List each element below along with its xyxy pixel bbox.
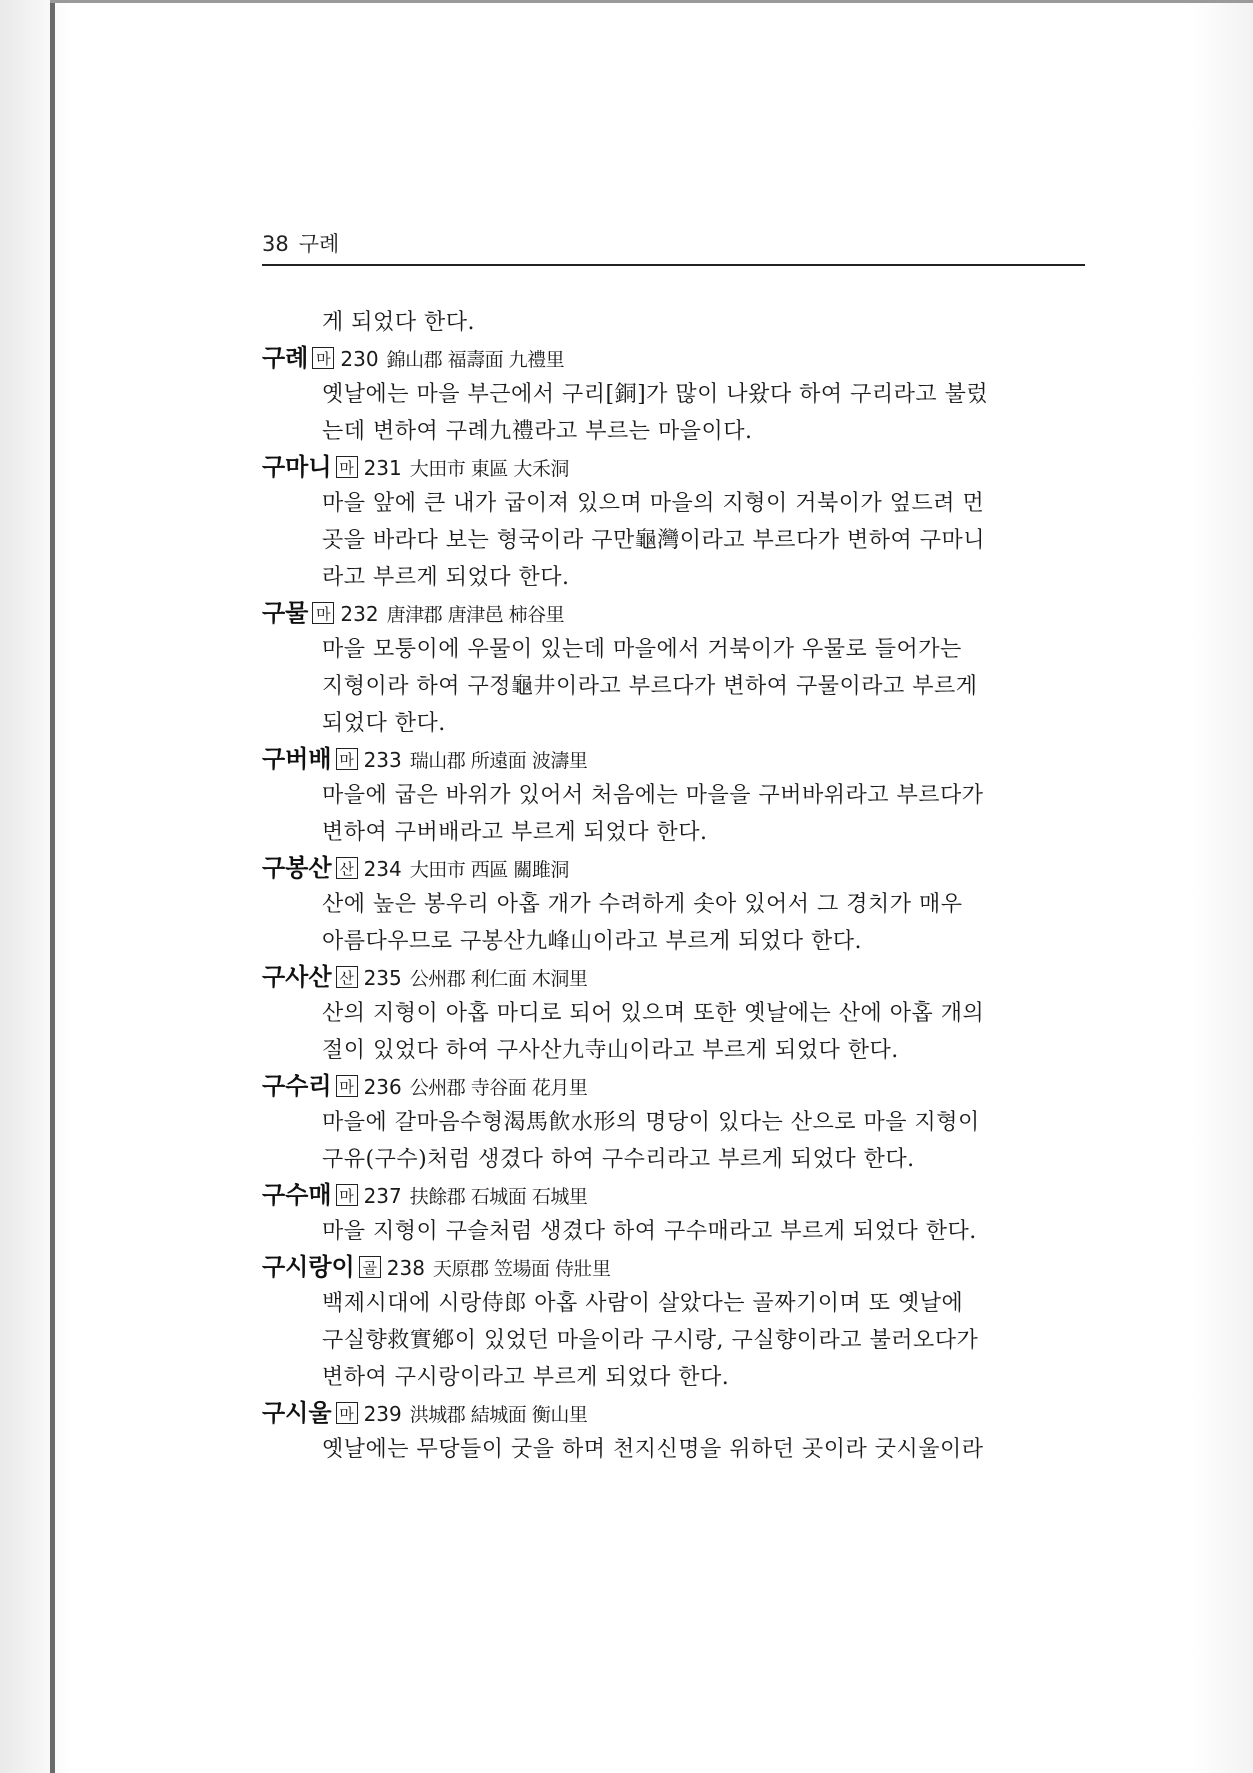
entry-text-line: 마을 앞에 큰 내가 굽이져 있으며 마을의 지형이 거북이가 엎드려 먼 xyxy=(322,491,985,516)
entry-term: 구례 xyxy=(262,344,309,372)
entry-heading xyxy=(262,1250,1085,1285)
entry-term: 구시울 xyxy=(262,1399,332,1427)
entry-term: 구물 xyxy=(262,599,309,627)
entry-text-line: 변하여 구시랑이라고 부르게 되었다 한다. xyxy=(322,1365,730,1390)
entry-text-line: 산의 지형이 아홉 마디로 되어 있으며 또한 옛날에는 산에 아홉 개의 xyxy=(322,1001,985,1026)
header-rule xyxy=(262,264,1085,266)
entry-category-badge: 마 xyxy=(312,602,334,624)
entry-heading xyxy=(262,742,1085,777)
entry-heading xyxy=(262,1069,1085,1104)
entry-number: 231 xyxy=(363,456,402,480)
page-spine-edge xyxy=(50,0,55,1773)
entry-term: 구수매 xyxy=(262,1181,332,1209)
entry-number: 236 xyxy=(363,1075,402,1099)
entry-category-badge: 마 xyxy=(336,748,358,770)
entry-place: 公州郡 寺谷面 花月里 xyxy=(409,1077,588,1099)
entry-term: 구수리 xyxy=(262,1072,332,1100)
entry-number: 238 xyxy=(386,1256,425,1280)
entry-text-line: 마을 모퉁이에 우물이 있는데 마을에서 거북이가 우물로 들어가는 xyxy=(322,637,962,662)
entry-category-badge: 산 xyxy=(336,857,358,879)
entry-term: 구봉산 xyxy=(262,854,332,882)
entry-heading xyxy=(262,1178,1085,1213)
entry-term: 구사산 xyxy=(262,963,332,991)
entry-number: 233 xyxy=(363,748,402,772)
entry-term: 구시랑이 xyxy=(262,1253,355,1281)
entry-text-line: 되었다 한다. xyxy=(322,711,446,736)
entry-text-line: 옛날에는 무당들이 굿을 하며 천지신명을 위하던 곳이라 굿시울이라 xyxy=(322,1437,984,1462)
page-number: 38 xyxy=(262,232,289,256)
entry-heading xyxy=(262,596,1085,631)
entry-text-line: 곳을 바라다 보는 형국이라 구만龜灣이라고 부르다가 변하여 구마니 xyxy=(322,528,986,553)
entry-text-line: 백제시대에 시랑侍郎 아홉 사람이 살았다는 골짜기이며 또 옛날에 xyxy=(322,1291,964,1316)
entry-number: 234 xyxy=(363,857,402,881)
dictionary-entries xyxy=(262,304,1085,1468)
entry-category-badge: 산 xyxy=(336,966,358,988)
entry-category-badge: 마 xyxy=(336,1184,358,1206)
entry-category-badge: 마 xyxy=(336,456,358,478)
entry-number: 235 xyxy=(363,966,402,990)
entry-text-line: 아름다우므로 구봉산九峰山이라고 부르게 되었다 한다. xyxy=(322,929,863,954)
entry-category-badge: 마 xyxy=(312,347,334,369)
entry-heading xyxy=(262,341,1085,376)
entry-category-badge: 골 xyxy=(359,1256,381,1278)
entry-category-badge: 마 xyxy=(336,1075,358,1097)
entry-text-line: 구유(구수)처럼 생겼다 하여 구수리라고 부르게 되었다 한다. xyxy=(322,1147,915,1172)
running-title: 구례 xyxy=(298,232,340,256)
entry-text-line: 지형이라 하여 구정龜井이라고 부르다가 변하여 구물이라고 부르게 xyxy=(322,674,978,699)
entry-place: 扶餘郡 石城面 石城里 xyxy=(409,1186,588,1208)
entry-heading xyxy=(262,851,1085,886)
entry-place: 唐津郡 唐津邑 柿谷里 xyxy=(386,604,565,626)
entry-text-line: 구실향救實鄕이 있었던 마을이라 구시랑, 구실향이라고 불러오다가 xyxy=(322,1328,979,1353)
entry-place: 瑞山郡 所遠面 波濤里 xyxy=(409,750,588,772)
page-top-edge xyxy=(50,0,1253,3)
entry-term: 구마니 xyxy=(262,453,332,481)
entry-number: 232 xyxy=(340,602,379,626)
entry-text-line: 라고 부르게 되었다 한다. xyxy=(322,565,570,590)
entry-place: 大田市 東區 大禾洞 xyxy=(409,458,569,480)
entry-number: 237 xyxy=(363,1184,402,1208)
entry-text-line: 는데 변하여 구례九禮라고 부르는 마을이다. xyxy=(322,419,753,444)
entry-heading xyxy=(262,450,1085,485)
entry-place: 大田市 西區 關雎洞 xyxy=(409,859,569,881)
entry-heading xyxy=(262,1396,1085,1431)
entry-place: 天原郡 笠場面 侍壯里 xyxy=(432,1258,611,1280)
entry-text-line: 절이 있었다 하여 구사산九寺山이라고 부르게 되었다 한다. xyxy=(322,1038,899,1063)
running-header xyxy=(262,228,1085,268)
entry-place: 公州郡 利仁面 木洞里 xyxy=(409,968,588,990)
entry-number: 230 xyxy=(340,347,379,371)
entry-text-line: 변하여 구버배라고 부르게 되었다 한다. xyxy=(322,820,708,845)
entry-place: 錦山郡 福壽面 九禮里 xyxy=(386,349,565,371)
entry-text-line: 마을에 갈마음수형渴馬飮水形의 명당이 있다는 산으로 마을 지형이 xyxy=(322,1110,980,1135)
entry-text-line: 게 되었다 한다. xyxy=(322,310,475,335)
entry-text-line: 산에 높은 봉우리 아홉 개가 수려하게 솟아 있어서 그 경치가 매우 xyxy=(322,892,963,917)
entry-heading xyxy=(262,960,1085,995)
entry-text-line: 마을에 굽은 바위가 있어서 처음에는 마을을 구버바위라고 부르다가 xyxy=(322,783,984,808)
entry-category-badge: 마 xyxy=(336,1402,358,1424)
entry-place: 洪城郡 結城面 衡山里 xyxy=(409,1404,588,1426)
entry-text-line: 마을 지형이 구슬처럼 생겼다 하여 구수매라고 부르게 되었다 한다. xyxy=(322,1219,977,1244)
entry-text-line: 옛날에는 마을 부근에서 구리[銅]가 많이 나왔다 하여 구리라고 불렀 xyxy=(322,382,989,407)
entry-term: 구버배 xyxy=(262,745,332,773)
entry-number: 239 xyxy=(363,1402,402,1426)
